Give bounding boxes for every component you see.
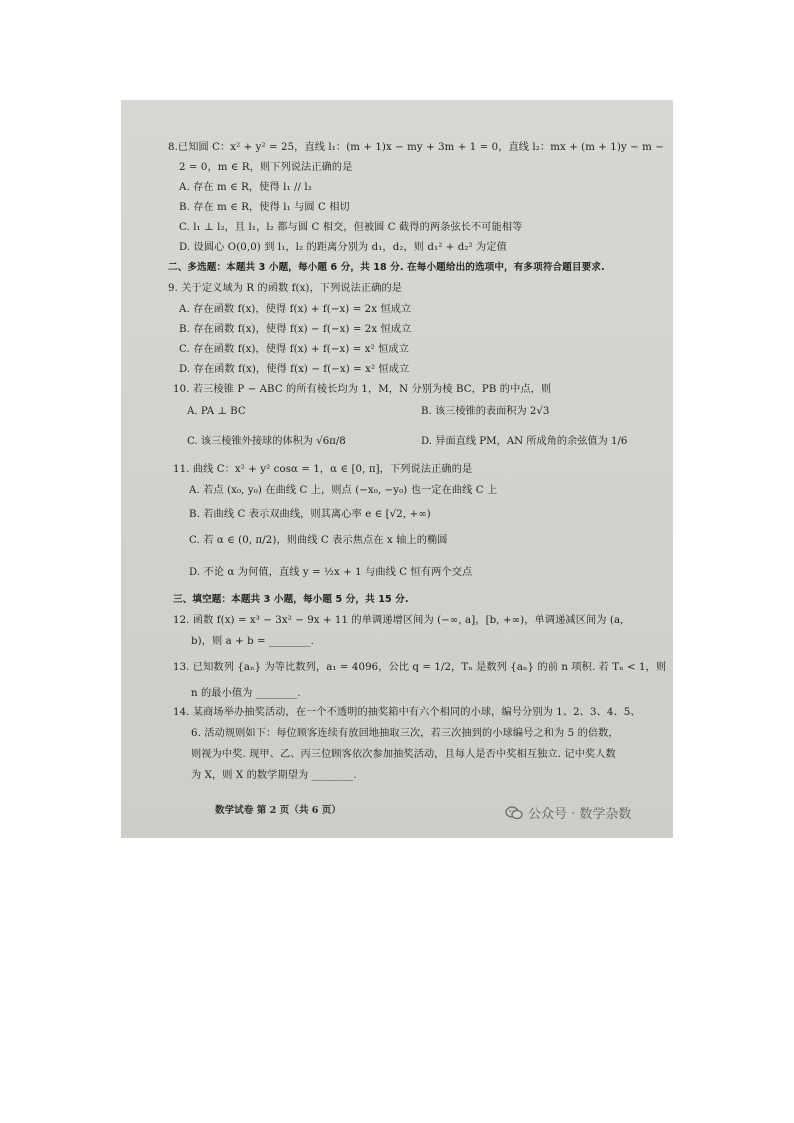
q8-option-a: A. 存在 m ∈ R，使得 l₁ // l₂ xyxy=(179,182,312,193)
q8-option-c: C. l₁ ⊥ l₂，且 l₁，l₂ 都与圆 C 相交，但被圆 C 截得的两条弦长不可能相等 xyxy=(179,222,523,233)
section-3-heading: 三、填空题：本题共 3 小题，每小题 5 分，共 15 分. xyxy=(173,594,409,605)
wechat-icon xyxy=(505,806,523,820)
q11-option-c: C. 若 α ∈ (0, π/2)，则曲线 C 表示焦点在 x 轴上的椭圆 xyxy=(189,535,448,546)
q8-line2: 2 = 0，m ∈ R，则下列说法正确的是 xyxy=(179,162,353,173)
q11-option-d: D. 不论 α 为何值，直线 y = ½x + 1 与曲线 C 恒有两个交点 xyxy=(189,567,473,578)
wechat-watermark xyxy=(505,803,631,822)
q9-stem: 9. 关于定义域为 R 的函数 f(x)，下列说法正确的是 xyxy=(168,283,403,294)
q8-option-d: D. 设圆心 O(0,0) 到 l₁，l₂ 的距离分别为 d₁，d₂，则 d₁² + d₂² 为定值 xyxy=(179,242,507,253)
q9-option-c: C. 存在函数 f(x)，使得 f(x) + f(−x) = x² 恒成立 xyxy=(179,344,409,355)
section-2-heading: 二、多选题：本题共 3 小题，每小题 6 分，共 18 分. 在每小题给出的选项中，有多项符合题目要求. xyxy=(168,262,605,273)
watermark-text: 公众号 · 数学杂数 xyxy=(528,807,632,822)
q13-line2: n 的最小值为 ________. xyxy=(191,688,301,699)
q13-line1: 13. 已知数列 {aₙ} 为等比数列，a₁ = 4096，公比 q = 1/2，Tₙ 是数列 {aₙ} 的前 n 项积. 若 Tₙ < 1，则 xyxy=(173,662,667,673)
q10-option-c: C. 该三棱锥外接球的体积为 √6π/8 xyxy=(187,436,346,447)
q10-option-a: A. PA ⊥ BC xyxy=(187,406,246,417)
q9-option-d: D. 存在函数 f(x)，使得 f(x) − f(−x) = x² 恒成立 xyxy=(179,364,410,375)
q14-line4: 为 X，则 X 的数学期望为 ________. xyxy=(191,770,357,781)
q10-option-b: B. 该三棱锥的表面积为 2√3 xyxy=(421,406,550,417)
q12-line1: 12. 函数 f(x) = x³ − 3x² − 9x + 11 的单调递增区间为 (−∞, a]，[b, +∞)，单调递减区间为 (a, xyxy=(173,615,624,626)
exam-page-photo xyxy=(121,100,673,838)
q11-option-a: A. 若点 (x₀, y₀) 在曲线 C 上，则点 (−x₀, −y₀) 也一定在曲线 C 上 xyxy=(189,485,498,496)
q10-option-d: D. 异面直线 PM，AN 所成角的余弦值为 1/6 xyxy=(421,436,628,447)
q8-option-b: B. 存在 m ∈ R，使得 l₁ 与圆 C 相切 xyxy=(179,202,350,213)
q9-option-a: A. 存在函数 f(x)，使得 f(x) + f(−x) = 2x 恒成立 xyxy=(179,304,412,315)
q14-line3: 则视为中奖. 现甲、乙、丙三位顾客依次参加抽奖活动，且每人是否中奖相互独立. 记中奖人数 xyxy=(191,749,616,760)
q11-option-b: B. 若曲线 C 表示双曲线，则其离心率 e ∈ [√2, +∞) xyxy=(189,509,431,520)
q8-line1: 8.已知圆 C：x² + y² = 25，直线 l₁：(m + 1)x − my + 3m + 1 = 0，直线 l₂：mx + (m + 1)y − m − xyxy=(168,142,664,153)
q12-line2: b)，则 a + b = ________. xyxy=(191,636,314,647)
q10-stem: 10. 若三棱锥 P − ABC 的所有棱长均为 1，M，N 分别为棱 BC，PB 的中点，则 xyxy=(173,384,552,395)
q14-line2: 6. 活动规则如下：每位顾客连续有放回地抽取三次，若三次抽到的小球编号之和为 5 的倍数， xyxy=(191,728,619,739)
page-footer: 数学试卷 第 2 页（共 6 页） xyxy=(215,805,341,816)
q9-option-b: B. 存在函数 f(x)，使得 f(x) − f(−x) = 2x 恒成立 xyxy=(179,324,412,335)
q11-stem: 11. 曲线 C：x² + y² cosα = 1，α ∈ [0, π]，下列说法正确的是 xyxy=(173,464,473,475)
q14-line1: 14. 某商场举办抽奖活动，在一个不透明的抽奖箱中有六个相同的小球，编号分别为 1、2、3、4、5、 xyxy=(173,707,641,718)
